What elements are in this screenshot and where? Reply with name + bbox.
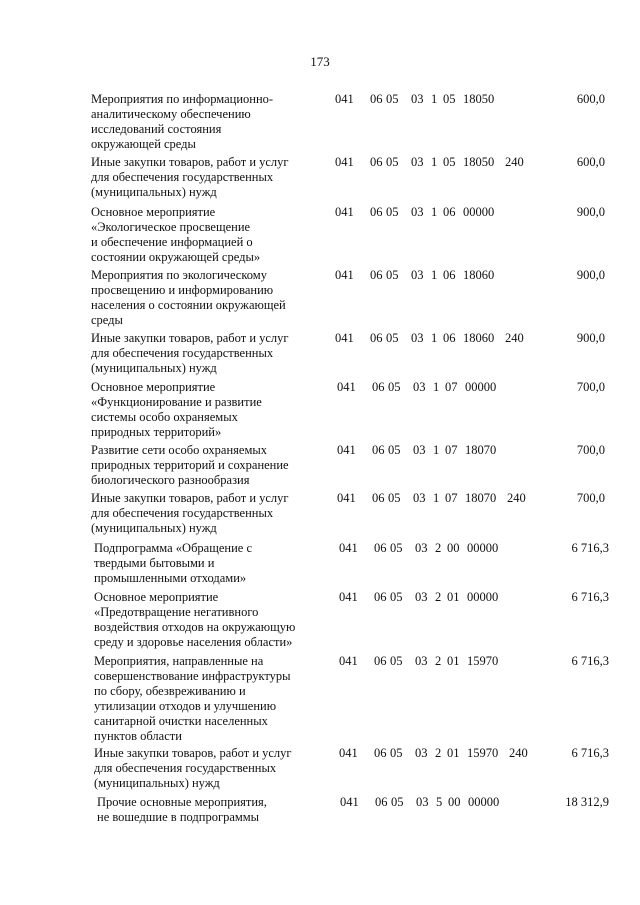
direction-code: 00000 [468,795,500,809]
page-number: 173 [310,54,330,69]
ministry-code: 041 [337,380,356,394]
section-code: 06 [370,268,383,282]
row-description: Подпрограмма «Обращение с твердыми бытовыми и промышленными отходами» [94,541,253,585]
direction-code: 18060 [463,331,495,345]
program-code: 03 [413,491,426,505]
subprogram-code: 1 [431,155,438,169]
subsection-code: 05 [386,92,399,106]
ministry-code: 041 [337,491,356,505]
subsection-code: 05 [388,491,401,505]
main-activity-code: 06 [443,331,456,345]
program-code: 03 [416,795,429,809]
ministry-code: 041 [339,541,358,555]
main-activity-code: 07 [445,443,458,457]
program-code: 03 [411,268,424,282]
ministry-code: 041 [335,331,354,345]
direction-code: 18070 [465,443,497,457]
subprogram-code: 1 [431,268,438,282]
program-code: 03 [415,590,428,604]
ministry-code: 041 [335,155,354,169]
main-activity-code: 01 [447,590,460,604]
subprogram-code: 1 [431,205,438,219]
section-code: 06 [374,746,387,760]
subprogram-code: 1 [433,443,440,457]
subsection-code: 05 [386,205,399,219]
main-activity-code: 06 [443,268,456,282]
program-code: 03 [413,443,426,457]
main-activity-code: 06 [443,205,456,219]
program-code: 03 [411,155,424,169]
amount-value: 700,0 [576,380,605,394]
subsection-code: 05 [390,654,403,668]
subsection-code: 05 [390,746,403,760]
main-activity-code: 07 [445,380,458,394]
expense-type-code: 240 [505,331,524,345]
section-code: 06 [370,155,383,169]
row-description: Основное мероприятие «Функционирование и развитие системы особо охраняемых природных территорий» [91,380,262,439]
subsection-code: 05 [386,268,399,282]
amount-value: 700,0 [576,443,605,457]
main-activity-code: 05 [443,155,456,169]
amount-value: 18 312,9 [565,795,609,809]
subprogram-code: 2 [435,541,442,555]
subsection-code: 05 [391,795,404,809]
row-description: Иные закупки товаров, работ и услуг для обеспечения государственных (муниципальных) нужд [91,155,289,199]
program-code: 03 [411,92,424,106]
amount-value: 6 716,3 [571,746,609,760]
amount-value: 6 716,3 [571,654,609,668]
main-activity-code: 00 [447,541,460,555]
subsection-code: 05 [390,590,403,604]
program-code: 03 [413,380,426,394]
direction-code: 00000 [465,380,497,394]
row-description: Иные закупки товаров, работ и услуг для обеспечения государственных (муниципальных) нужд [91,491,289,535]
section-code: 06 [370,331,383,345]
subsection-code: 05 [390,541,403,555]
direction-code: 00000 [467,590,499,604]
direction-code: 18050 [463,92,495,106]
amount-value: 600,0 [576,155,605,169]
row-description: Прочие основные мероприятия, не вошедшие в подпрограммы [97,795,267,824]
row-description: Развитие сети особо охраняемых природных территорий и сохранение биологического разнообразия [91,443,289,487]
section-code: 06 [370,92,383,106]
subprogram-code: 1 [433,380,440,394]
program-code: 03 [411,205,424,219]
row-description: Иные закупки товаров, работ и услуг для обеспечения государственных (муниципальных) нужд [91,331,289,375]
section-code: 06 [375,795,388,809]
amount-value: 700,0 [576,491,605,505]
program-code: 03 [415,654,428,668]
section-code: 06 [370,205,383,219]
direction-code: 18050 [463,155,495,169]
direction-code: 00000 [467,541,499,555]
main-activity-code: 07 [445,491,458,505]
ministry-code: 041 [339,654,358,668]
ministry-code: 041 [339,746,358,760]
ministry-code: 041 [339,590,358,604]
amount-value: 900,0 [576,268,605,282]
section-code: 06 [374,541,387,555]
subsection-code: 05 [386,331,399,345]
expense-type-code: 240 [507,491,526,505]
program-code: 03 [415,541,428,555]
subprogram-code: 2 [435,654,442,668]
ministry-code: 041 [340,795,359,809]
main-activity-code: 01 [447,746,460,760]
subprogram-code: 2 [435,590,442,604]
row-description: Иные закупки товаров, работ и услуг для обеспечения государственных (муниципальных) нужд [94,746,292,790]
direction-code: 18060 [463,268,495,282]
expense-type-code: 240 [505,155,524,169]
row-description: Мероприятия по информационно- аналитическому обеспечению исследований состояния окружающей среды [91,92,274,151]
direction-code: 15970 [467,746,499,760]
row-description: Основное мероприятие «Предотвращение негативного воздействия отходов на окружающую среду и здоровье населения области» [94,590,296,649]
subprogram-code: 5 [436,795,443,809]
subprogram-code: 1 [433,491,440,505]
section-code: 06 [374,654,387,668]
main-activity-code: 00 [448,795,461,809]
subsection-code: 05 [386,155,399,169]
subprogram-code: 1 [431,331,438,345]
direction-code: 15970 [467,654,499,668]
subsection-code: 05 [388,443,401,457]
ministry-code: 041 [335,205,354,219]
row-description: Мероприятия по экологическому просвещению и информированию населения о состоянии окружающей среды [91,268,286,327]
ministry-code: 041 [335,92,354,106]
expense-type-code: 240 [509,746,528,760]
amount-value: 600,0 [576,92,605,106]
program-code: 03 [411,331,424,345]
section-code: 06 [374,590,387,604]
section-code: 06 [372,443,385,457]
amount-value: 900,0 [576,205,605,219]
direction-code: 00000 [463,205,495,219]
row-description: Основное мероприятие «Экологическое просвещение и обеспечение информацией о состоянии окружающей среды» [91,205,261,264]
direction-code: 18070 [465,491,497,505]
ministry-code: 041 [335,268,354,282]
amount-value: 6 716,3 [571,590,609,604]
ministry-code: 041 [337,443,356,457]
program-code: 03 [415,746,428,760]
main-activity-code: 05 [443,92,456,106]
amount-value: 6 716,3 [571,541,609,555]
subsection-code: 05 [388,380,401,394]
main-activity-code: 01 [447,654,460,668]
row-description: Мероприятия, направленные на совершенствование инфраструктуры по сбору, обезвреживанию и утилизации отходов и улучшению санитарной очистки населенных пунктов области [94,654,291,743]
section-code: 06 [372,380,385,394]
amount-value: 900,0 [576,331,605,345]
subprogram-code: 2 [435,746,442,760]
subprogram-code: 1 [431,92,438,106]
section-code: 06 [372,491,385,505]
